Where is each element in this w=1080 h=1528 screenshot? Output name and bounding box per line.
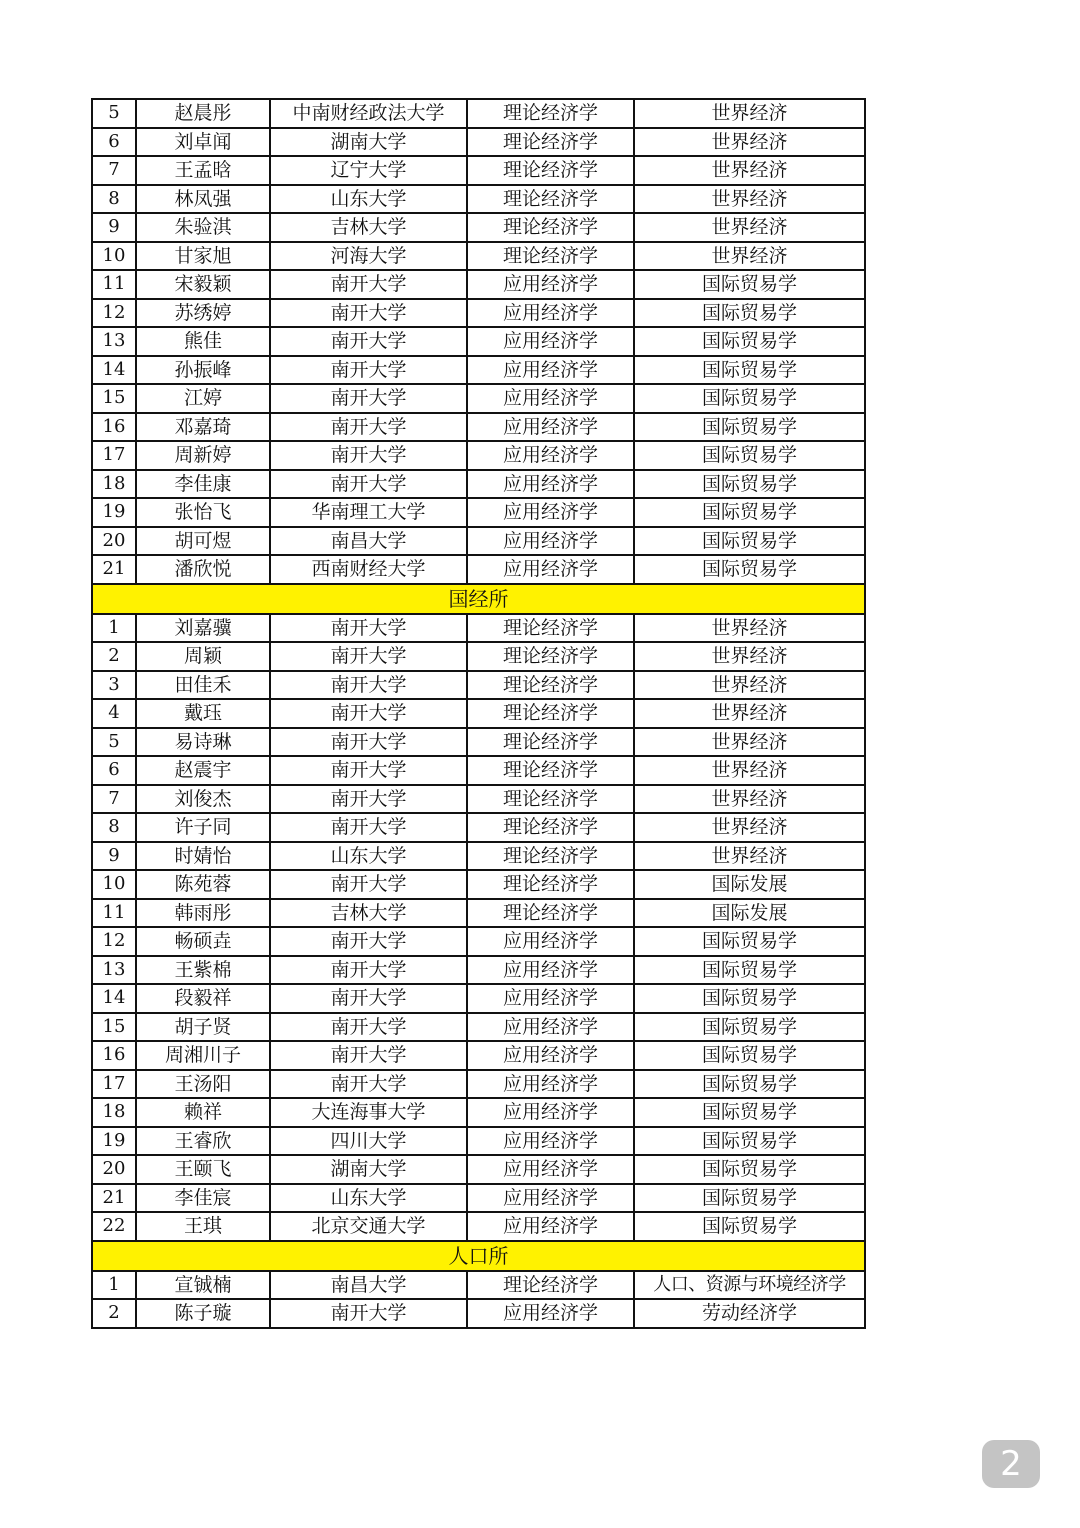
- university-cell: 南开大学: [270, 327, 467, 356]
- discipline-cell: 理论经济学: [467, 642, 634, 671]
- university-cell: 山东大学: [270, 842, 467, 871]
- university-cell: 华南理工大学: [270, 498, 467, 527]
- discipline-cell: 应用经济学: [467, 1127, 634, 1156]
- university-cell: 南开大学: [270, 299, 467, 328]
- university-cell: 湖南大学: [270, 1155, 467, 1184]
- university-cell: 南开大学: [270, 413, 467, 442]
- row-number-cell: 22: [92, 1212, 136, 1241]
- row-number-cell: 6: [92, 756, 136, 785]
- student-name-cell: 王汤阳: [136, 1070, 270, 1099]
- student-name-cell: 陈苑蓉: [136, 870, 270, 899]
- table-row: [92, 299, 865, 328]
- discipline-cell: 理论经济学: [467, 870, 634, 899]
- table-row: [92, 1127, 865, 1156]
- student-name-cell: 赵震宇: [136, 756, 270, 785]
- table-body: [92, 99, 865, 1328]
- row-number-cell: 7: [92, 785, 136, 814]
- student-name-cell: 李佳宸: [136, 1184, 270, 1213]
- university-cell: 南开大学: [270, 671, 467, 700]
- university-cell: 吉林大学: [270, 213, 467, 242]
- major-cell: 国际贸易学: [634, 1041, 865, 1070]
- row-number-cell: 18: [92, 470, 136, 499]
- student-name-cell: 许子同: [136, 813, 270, 842]
- table-row: [92, 1184, 865, 1213]
- table-row: [92, 956, 865, 985]
- student-name-cell: 王琪: [136, 1212, 270, 1241]
- student-name-cell: 陈子璇: [136, 1299, 270, 1328]
- row-number-cell: 16: [92, 413, 136, 442]
- student-name-cell: 戴珏: [136, 699, 270, 728]
- student-name-cell: 甘家旭: [136, 242, 270, 271]
- row-number-cell: 11: [92, 899, 136, 928]
- discipline-cell: 应用经济学: [467, 1070, 634, 1099]
- row-number-cell: 2: [92, 642, 136, 671]
- table-row: [92, 1299, 865, 1328]
- university-cell: 山东大学: [270, 1184, 467, 1213]
- discipline-cell: 理论经济学: [467, 813, 634, 842]
- major-cell: 世界经济: [634, 671, 865, 700]
- table-row: [92, 642, 865, 671]
- row-number-cell: 21: [92, 1184, 136, 1213]
- major-cell: 国际贸易学: [634, 1184, 865, 1213]
- university-cell: 南开大学: [270, 870, 467, 899]
- student-name-cell: 周新婷: [136, 441, 270, 470]
- row-number-cell: 10: [92, 870, 136, 899]
- university-cell: 南开大学: [270, 699, 467, 728]
- row-number-cell: 5: [92, 99, 136, 128]
- table-row: [92, 555, 865, 584]
- row-number-cell: 14: [92, 984, 136, 1013]
- row-number-cell: 21: [92, 555, 136, 584]
- university-cell: 南开大学: [270, 1299, 467, 1328]
- student-name-cell: 畅硕垚: [136, 927, 270, 956]
- table-row: [92, 1070, 865, 1099]
- student-name-cell: 刘俊杰: [136, 785, 270, 814]
- university-cell: 南开大学: [270, 785, 467, 814]
- section-title: 国经所: [92, 584, 865, 614]
- major-cell: 国际发展: [634, 870, 865, 899]
- major-cell: 人口、资源与环境经济学: [634, 1271, 865, 1300]
- table-row: [92, 984, 865, 1013]
- major-cell: 国际贸易学: [634, 984, 865, 1013]
- university-cell: 南昌大学: [270, 527, 467, 556]
- row-number-cell: 20: [92, 1155, 136, 1184]
- university-cell: 四川大学: [270, 1127, 467, 1156]
- student-name-cell: 刘嘉骥: [136, 614, 270, 643]
- major-cell: 国际贸易学: [634, 384, 865, 413]
- row-number-cell: 9: [92, 842, 136, 871]
- major-cell: 世界经济: [634, 813, 865, 842]
- discipline-cell: 应用经济学: [467, 1299, 634, 1328]
- row-number-cell: 12: [92, 299, 136, 328]
- university-cell: 南开大学: [270, 441, 467, 470]
- discipline-cell: 应用经济学: [467, 441, 634, 470]
- discipline-cell: 理论经济学: [467, 156, 634, 185]
- university-cell: 吉林大学: [270, 899, 467, 928]
- row-number-cell: 10: [92, 242, 136, 271]
- student-name-cell: 林凤强: [136, 185, 270, 214]
- university-cell: 湖南大学: [270, 128, 467, 157]
- university-cell: 南昌大学: [270, 1271, 467, 1300]
- student-name-cell: 张怡飞: [136, 498, 270, 527]
- table-row: [92, 899, 865, 928]
- university-cell: 南开大学: [270, 642, 467, 671]
- discipline-cell: 应用经济学: [467, 1098, 634, 1127]
- row-number-cell: 7: [92, 156, 136, 185]
- table-row: [92, 1212, 865, 1241]
- major-cell: 世界经济: [634, 756, 865, 785]
- student-name-cell: 周颖: [136, 642, 270, 671]
- student-name-cell: 李佳康: [136, 470, 270, 499]
- table-row: [92, 242, 865, 271]
- major-cell: 世界经济: [634, 242, 865, 271]
- row-number-cell: 5: [92, 728, 136, 757]
- university-cell: 辽宁大学: [270, 156, 467, 185]
- discipline-cell: 理论经济学: [467, 1271, 634, 1300]
- university-cell: 南开大学: [270, 356, 467, 385]
- major-cell: 世界经济: [634, 156, 865, 185]
- major-cell: 国际贸易学: [634, 1070, 865, 1099]
- university-cell: 南开大学: [270, 470, 467, 499]
- table-row: [92, 813, 865, 842]
- discipline-cell: 理论经济学: [467, 128, 634, 157]
- major-cell: 国际贸易学: [634, 413, 865, 442]
- table-row: [92, 213, 865, 242]
- table-row: [92, 128, 865, 157]
- discipline-cell: 应用经济学: [467, 956, 634, 985]
- table-row: [92, 270, 865, 299]
- row-number-cell: 11: [92, 270, 136, 299]
- table-row: [92, 614, 865, 643]
- major-cell: 国际贸易学: [634, 470, 865, 499]
- discipline-cell: 理论经济学: [467, 699, 634, 728]
- table-row: [92, 413, 865, 442]
- student-name-cell: 赖祥: [136, 1098, 270, 1127]
- row-number-cell: 3: [92, 671, 136, 700]
- university-cell: 南开大学: [270, 756, 467, 785]
- discipline-cell: 应用经济学: [467, 1184, 634, 1213]
- row-number-cell: 6: [92, 128, 136, 157]
- university-cell: 南开大学: [270, 1013, 467, 1042]
- student-name-cell: 段毅祥: [136, 984, 270, 1013]
- table-row: [92, 785, 865, 814]
- university-cell: 北京交通大学: [270, 1212, 467, 1241]
- page-number-badge: 2: [982, 1440, 1040, 1488]
- student-name-cell: 时婧怡: [136, 842, 270, 871]
- row-number-cell: 13: [92, 327, 136, 356]
- student-name-cell: 周湘川子: [136, 1041, 270, 1070]
- student-name-cell: 易诗琳: [136, 728, 270, 757]
- discipline-cell: 理论经济学: [467, 242, 634, 271]
- major-cell: 世界经济: [634, 642, 865, 671]
- row-number-cell: 9: [92, 213, 136, 242]
- row-number-cell: 15: [92, 384, 136, 413]
- discipline-cell: 理论经济学: [467, 785, 634, 814]
- student-name-cell: 田佳禾: [136, 671, 270, 700]
- university-cell: 大连海事大学: [270, 1098, 467, 1127]
- row-number-cell: 12: [92, 927, 136, 956]
- major-cell: 国际贸易学: [634, 1212, 865, 1241]
- row-number-cell: 1: [92, 614, 136, 643]
- table-row: [92, 1271, 865, 1300]
- student-name-cell: 朱验淇: [136, 213, 270, 242]
- major-cell: 国际贸易学: [634, 441, 865, 470]
- major-cell: 世界经济: [634, 842, 865, 871]
- major-cell: 国际发展: [634, 899, 865, 928]
- major-cell: 世界经济: [634, 128, 865, 157]
- discipline-cell: 理论经济学: [467, 614, 634, 643]
- major-cell: 国际贸易学: [634, 356, 865, 385]
- student-name-cell: 王孟晗: [136, 156, 270, 185]
- major-cell: 国际贸易学: [634, 498, 865, 527]
- discipline-cell: 应用经济学: [467, 498, 634, 527]
- discipline-cell: 应用经济学: [467, 1212, 634, 1241]
- discipline-cell: 应用经济学: [467, 299, 634, 328]
- table-row: [92, 870, 865, 899]
- table-row: [92, 156, 865, 185]
- discipline-cell: 理论经济学: [467, 99, 634, 128]
- major-cell: 国际贸易学: [634, 1098, 865, 1127]
- table-row: [92, 99, 865, 128]
- major-cell: 世界经济: [634, 728, 865, 757]
- student-name-cell: 刘卓闻: [136, 128, 270, 157]
- university-cell: 南开大学: [270, 384, 467, 413]
- table-row: [92, 699, 865, 728]
- row-number-cell: 13: [92, 956, 136, 985]
- row-number-cell: 8: [92, 185, 136, 214]
- row-number-cell: 17: [92, 441, 136, 470]
- table-row: [92, 1155, 865, 1184]
- major-cell: 国际贸易学: [634, 270, 865, 299]
- table-row: [92, 498, 865, 527]
- major-cell: 世界经济: [634, 99, 865, 128]
- student-name-cell: 熊佳: [136, 327, 270, 356]
- major-cell: 世界经济: [634, 185, 865, 214]
- row-number-cell: 16: [92, 1041, 136, 1070]
- university-cell: 中南财经政法大学: [270, 99, 467, 128]
- university-cell: 南开大学: [270, 728, 467, 757]
- table-row: [92, 842, 865, 871]
- discipline-cell: 应用经济学: [467, 327, 634, 356]
- discipline-cell: 应用经济学: [467, 384, 634, 413]
- student-name-cell: 赵晨彤: [136, 99, 270, 128]
- discipline-cell: 理论经济学: [467, 213, 634, 242]
- section-header-row: [92, 1241, 865, 1271]
- student-name-cell: 王颐飞: [136, 1155, 270, 1184]
- major-cell: 国际贸易学: [634, 1155, 865, 1184]
- discipline-cell: 理论经济学: [467, 728, 634, 757]
- discipline-cell: 应用经济学: [467, 413, 634, 442]
- row-number-cell: 4: [92, 699, 136, 728]
- university-cell: 南开大学: [270, 614, 467, 643]
- major-cell: 国际贸易学: [634, 927, 865, 956]
- university-cell: 南开大学: [270, 1070, 467, 1099]
- discipline-cell: 理论经济学: [467, 899, 634, 928]
- major-cell: 国际贸易学: [634, 956, 865, 985]
- section-header-row: [92, 584, 865, 614]
- discipline-cell: 理论经济学: [467, 671, 634, 700]
- university-cell: 西南财经大学: [270, 555, 467, 584]
- discipline-cell: 应用经济学: [467, 270, 634, 299]
- major-cell: 劳动经济学: [634, 1299, 865, 1328]
- table-row: [92, 441, 865, 470]
- table-row: [92, 728, 865, 757]
- discipline-cell: 应用经济学: [467, 470, 634, 499]
- discipline-cell: 理论经济学: [467, 842, 634, 871]
- table-row: [92, 1041, 865, 1070]
- major-cell: 世界经济: [634, 614, 865, 643]
- discipline-cell: 应用经济学: [467, 1155, 634, 1184]
- discipline-cell: 应用经济学: [467, 1041, 634, 1070]
- row-number-cell: 14: [92, 356, 136, 385]
- university-cell: 南开大学: [270, 813, 467, 842]
- university-cell: 河海大学: [270, 242, 467, 271]
- discipline-cell: 理论经济学: [467, 756, 634, 785]
- discipline-cell: 应用经济学: [467, 356, 634, 385]
- major-cell: 国际贸易学: [634, 327, 865, 356]
- discipline-cell: 应用经济学: [467, 1013, 634, 1042]
- major-cell: 国际贸易学: [634, 1127, 865, 1156]
- university-cell: 南开大学: [270, 956, 467, 985]
- major-cell: 世界经济: [634, 213, 865, 242]
- university-cell: 南开大学: [270, 927, 467, 956]
- table-row: [92, 756, 865, 785]
- student-name-cell: 韩雨彤: [136, 899, 270, 928]
- major-cell: 国际贸易学: [634, 527, 865, 556]
- table-row: [92, 470, 865, 499]
- discipline-cell: 应用经济学: [467, 527, 634, 556]
- row-number-cell: 2: [92, 1299, 136, 1328]
- student-name-cell: 胡子贤: [136, 1013, 270, 1042]
- table-row: [92, 356, 865, 385]
- table-row: [92, 327, 865, 356]
- discipline-cell: 应用经济学: [467, 927, 634, 956]
- row-number-cell: 18: [92, 1098, 136, 1127]
- table-row: [92, 1098, 865, 1127]
- row-number-cell: 17: [92, 1070, 136, 1099]
- student-name-cell: 孙振峰: [136, 356, 270, 385]
- major-cell: 国际贸易学: [634, 299, 865, 328]
- major-cell: 世界经济: [634, 785, 865, 814]
- table-row: [92, 927, 865, 956]
- student-name-cell: 宣铖楠: [136, 1271, 270, 1300]
- university-cell: 南开大学: [270, 1041, 467, 1070]
- major-cell: 世界经济: [634, 699, 865, 728]
- university-cell: 山东大学: [270, 185, 467, 214]
- table-row: [92, 527, 865, 556]
- student-name-cell: 潘欣悦: [136, 555, 270, 584]
- table-row: [92, 384, 865, 413]
- student-name-cell: 王睿欣: [136, 1127, 270, 1156]
- discipline-cell: 应用经济学: [467, 984, 634, 1013]
- row-number-cell: 19: [92, 498, 136, 527]
- student-name-cell: 邓嘉琦: [136, 413, 270, 442]
- student-name-cell: 王紫棉: [136, 956, 270, 985]
- discipline-cell: 理论经济学: [467, 185, 634, 214]
- major-cell: 国际贸易学: [634, 1013, 865, 1042]
- row-number-cell: 15: [92, 1013, 136, 1042]
- row-number-cell: 8: [92, 813, 136, 842]
- table-row: [92, 185, 865, 214]
- row-number-cell: 19: [92, 1127, 136, 1156]
- row-number-cell: 1: [92, 1271, 136, 1300]
- student-name-cell: 胡可煜: [136, 527, 270, 556]
- major-cell: 国际贸易学: [634, 555, 865, 584]
- row-number-cell: 20: [92, 527, 136, 556]
- table-row: [92, 1013, 865, 1042]
- table-row: [92, 671, 865, 700]
- section-title: 人口所: [92, 1241, 865, 1271]
- university-cell: 南开大学: [270, 984, 467, 1013]
- discipline-cell: 应用经济学: [467, 555, 634, 584]
- student-name-cell: 苏绣婷: [136, 299, 270, 328]
- university-cell: 南开大学: [270, 270, 467, 299]
- admission-list-table: [91, 98, 866, 1329]
- student-name-cell: 江婷: [136, 384, 270, 413]
- student-name-cell: 宋毅颖: [136, 270, 270, 299]
